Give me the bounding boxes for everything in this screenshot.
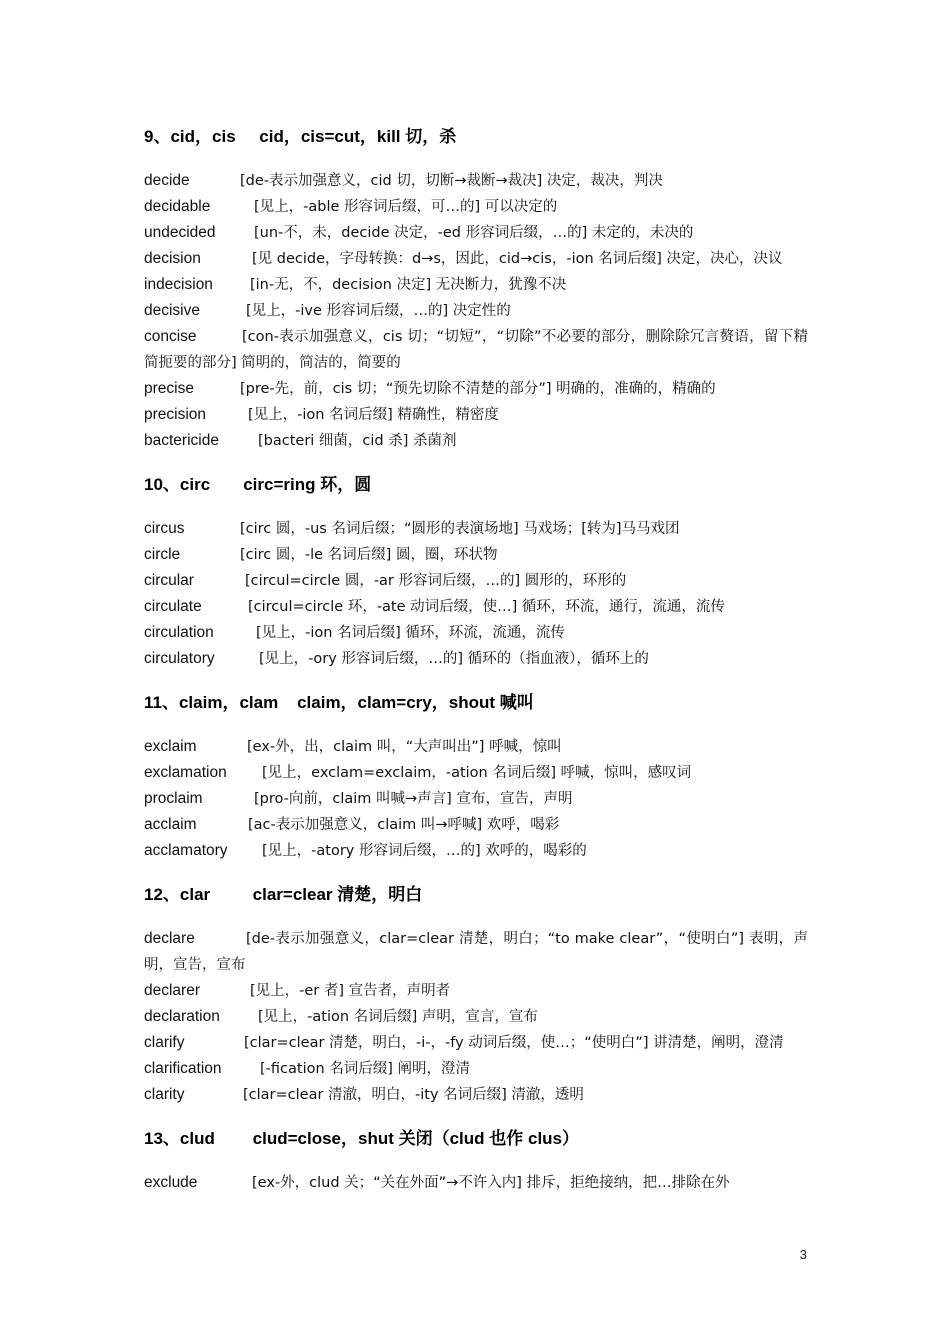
entry-word: exclaim — [144, 738, 197, 755]
vocab-entry — [144, 838, 808, 864]
page-content — [144, 122, 808, 1212]
vocab-entry — [144, 812, 808, 838]
section-heading: 9、cid，cis cid，cis=cut，kill 切，杀 — [144, 127, 457, 146]
entry-word: acclamatory — [144, 842, 228, 859]
entry-list — [144, 168, 808, 454]
vocab-entry — [144, 1030, 808, 1056]
entry-word: declaration — [144, 1008, 220, 1025]
entry-word: clarity — [144, 1086, 185, 1103]
vocab-entry — [144, 734, 808, 760]
entry-word: circulate — [144, 598, 202, 615]
entry-gloss: [in-无，不，decision 决定] 无决断力，犹豫不决 — [250, 277, 567, 293]
vocab-entry — [144, 542, 808, 568]
vocab-entry — [144, 1004, 808, 1030]
entry-gloss: [ex-外，出，claim 叫，“大声叫出”] 呼喊，惊叫 — [247, 739, 562, 755]
vocab-entry — [144, 246, 808, 272]
entry-gloss: [见上，-able 形容词后缀，可…的] 可以决定的 — [254, 199, 558, 215]
entry-gloss: [-fication 名词后缀] 阐明，澄清 — [260, 1061, 471, 1077]
entry-word: declarer — [144, 982, 200, 999]
vocab-entry — [144, 926, 808, 978]
entry-word: bactericide — [144, 432, 219, 449]
entry-gloss: [circ 圆，-us 名词后缀；“圆形的表演场地] 马戏场；[转为]马马戏团 — [240, 521, 680, 537]
vocab-entry — [144, 1056, 808, 1082]
vocab-entry — [144, 194, 808, 220]
root-section — [144, 122, 808, 454]
entry-word: concise — [144, 328, 197, 345]
entry-gloss: [ex-外，clud 关；“关在外面”→不许入内] 排斥，拒绝接纳，把…排除在外 — [252, 1175, 730, 1191]
entry-gloss: [clar=clear 清澈，明白，-ity 名词后缀] 清澈，透明 — [243, 1087, 584, 1103]
entry-gloss: [见上，-ion 名词后缀] 循环，环流，流通，流传 — [256, 625, 565, 641]
vocab-entry — [144, 760, 808, 786]
root-section — [144, 688, 808, 864]
entry-word: clarification — [144, 1060, 222, 1077]
entry-word: circle — [144, 546, 181, 563]
vocab-entry — [144, 786, 808, 812]
entry-gloss: [clar=clear 清楚，明白，-i-，-fy 动词后缀，使…；“使明白”] 讲清楚，阐明，澄清 — [244, 1035, 784, 1051]
vocab-entry — [144, 298, 808, 324]
vocab-entry — [144, 516, 808, 542]
entry-gloss: [circul=circle 环，-ate 动词后缀，使…] 循环，环流，通行，流通，流传 — [248, 599, 725, 615]
vocab-entry — [144, 594, 808, 620]
entry-gloss: [见上，-ive 形容词后缀，…的] 决定性的 — [246, 303, 511, 319]
section-heading: 10、circ circ=ring 环，圆 — [144, 475, 372, 494]
vocab-entry — [144, 402, 808, 428]
entry-word: undecided — [144, 224, 216, 241]
root-section — [144, 880, 808, 1108]
entry-word: precision — [144, 406, 207, 423]
entry-word: circulation — [144, 624, 214, 641]
entry-list — [144, 734, 808, 864]
vocab-entry — [144, 568, 808, 594]
vocab-entry — [144, 376, 808, 402]
entry-word: precise — [144, 380, 194, 397]
entry-gloss: [见 decide，字母转换：d→s，因此，cid→cis，-ion 名词后缀] 决定，决心，决议 — [252, 251, 783, 267]
entry-gloss: [bacteri 细菌，cid 杀] 杀菌剂 — [258, 433, 457, 449]
entry-gloss: [见上，-ory 形容词后缀，…的] 循环的（指血液），循环上的 — [259, 651, 649, 667]
entry-gloss: [con-表示加强意义，cis 切；“切短”，“切除”不必要的部分，删除除冗言赘语，留下精简扼要的部分] 简明的，简洁的，简要的 — [144, 329, 808, 371]
entry-word: circular — [144, 572, 194, 589]
page-number: 3 — [799, 1247, 807, 1262]
vocab-entry — [144, 428, 808, 454]
entry-gloss: [circ 圆，-le 名词后缀] 圆，圈，环状物 — [240, 547, 498, 563]
section-heading: 12、clar clar=clear 清楚，明白 — [144, 885, 423, 904]
entry-word: decide — [144, 172, 190, 189]
entry-list — [144, 1170, 808, 1196]
entry-gloss: [pre-先，前，cis 切；“预先切除不清楚的部分”] 明确的，准确的，精确的 — [240, 381, 716, 397]
section-heading: 11、claim，clam claim，clam=cry，shout 喊叫 — [144, 693, 534, 712]
entry-gloss: [见上，-ation 名词后缀] 声明，宣言，宣布 — [258, 1009, 538, 1025]
entry-gloss: [见上，-atory 形容词后缀，…的] 欢呼的，喝彩的 — [262, 843, 587, 859]
entry-word: circus — [144, 520, 185, 537]
vocab-entry — [144, 646, 808, 672]
entry-gloss: [ac-表示加强意义，claim 叫→呼喊] 欢呼，喝彩 — [248, 817, 560, 833]
entry-gloss: [见上，exclam=exclaim，-ation 名词后缀] 呼喊，惊叫，感叹词 — [262, 765, 692, 781]
vocab-entry — [144, 1082, 808, 1108]
entry-gloss: [circul=circle 圆，-ar 形容词后缀，…的] 圆形的，环形的 — [245, 573, 627, 589]
root-section — [144, 1124, 808, 1196]
section-heading: 13、clud clud=close，shut 关闭（clud 也作 clus） — [144, 1129, 580, 1148]
entry-word: declare — [144, 930, 195, 947]
entry-gloss: [见上，-er 者] 宣告者，声明者 — [250, 983, 451, 999]
entry-word: exclude — [144, 1174, 198, 1191]
entry-list — [144, 926, 808, 1108]
entry-word: circulatory — [144, 650, 215, 667]
entry-word: decision — [144, 250, 201, 267]
entry-word: exclamation — [144, 764, 227, 781]
vocab-entry — [144, 978, 808, 1004]
entry-gloss: [pro-向前，claim 叫喊→声言] 宣布，宣告，声明 — [254, 791, 573, 807]
vocab-entry — [144, 272, 808, 298]
entry-gloss: [de-表示加强意义，clar=clear 清楚，明白；“to make clear”，“使明白”] 表明，声明，宣告，宣布 — [144, 931, 808, 973]
entry-word: indecision — [144, 276, 213, 293]
entry-word: clarify — [144, 1034, 185, 1051]
vocab-entry — [144, 220, 808, 246]
entry-word: proclaim — [144, 790, 203, 807]
vocab-entry — [144, 1170, 808, 1196]
entry-list — [144, 516, 808, 672]
entry-gloss: [de-表示加强意义，cid 切，切断→裁断→裁决] 决定，裁决，判决 — [240, 173, 663, 189]
entry-word: decisive — [144, 302, 200, 319]
entry-gloss: [见上，-ion 名词后缀] 精确性，精密度 — [248, 407, 499, 423]
vocab-entry — [144, 324, 808, 376]
entry-gloss: [un-不，未，decide 决定，-ed 形容词后缀，…的] 未定的，未决的 — [254, 225, 694, 241]
entry-word: acclaim — [144, 816, 197, 833]
vocab-entry — [144, 168, 808, 194]
root-section — [144, 470, 808, 672]
entry-word: decidable — [144, 198, 211, 215]
vocab-entry — [144, 620, 808, 646]
